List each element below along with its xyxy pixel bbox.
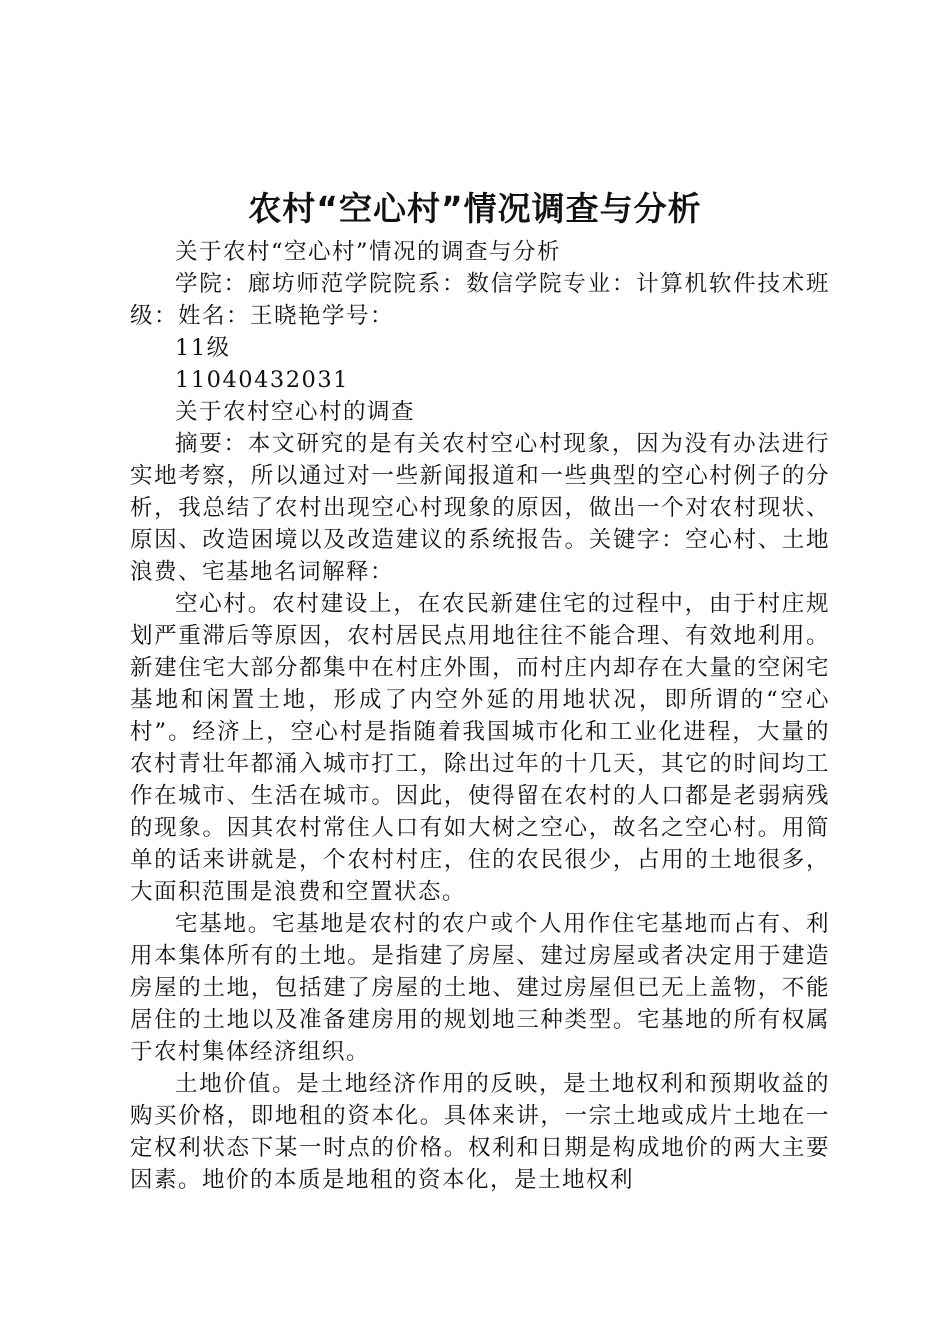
document-body	[130, 236, 830, 1196]
definition-hollow-village: 空心村。农村建设上，在农民新建住宅的过程中，由于村庄规划严重滞后等原因，农村居民点用地往往不能合理、有效地利用。新建住宅大部分都集中在村庄外围，而村庄内却存在大量的空闲宅基地和闲置土地，形成了内空外延的用地状况，即所谓的“空心村”。经济上，空心村是指随着我国城市化和工业化进程，大量的农村青壮年都涌入城市打工，除出过年的十几天，其它的时间均工作在城市、生活在城市。因此，使得留在农村的人口都是老弱病残的现象。因其农村常住人口有如大树之空心，故名之空心村。用简单的话来讲就是，个农村村庄，住的农民很少，占用的土地很多，大面积范围是浪费和空置状态。	[130, 591, 830, 905]
document-title: 农村“空心村”情况调查与分析	[248, 189, 702, 228]
definition-homestead: 宅基地。宅基地是农村的农户或个人用作住宅基地而占有、利用本集体所有的土地。是指建了房屋、建过房屋或者决定用于建造房屋的土地，包括建了房屋的土地、建过房屋但已无上盖物，不能居住的土地以及准备建房用的规划地三种类型。宅基地的所有权属于农村集体经济组织。	[130, 911, 830, 1065]
subtitle-paragraph: 关于农村“空心村”情况的调查与分析	[175, 239, 562, 265]
class-paragraph: 11级	[175, 335, 231, 361]
definition-land-value: 土地价值。是土地经济作用的反映，是土地权利和预期收益的购买价格，即地租的资本化。具体来讲，一宗土地或成片土地在一定权利状态下某一时点的价格。权利和日期是构成地价的两大主要因素。地价的本质是地租的资本化，是土地权利	[130, 1071, 830, 1193]
section-heading: 关于农村空心村的调查	[175, 399, 416, 425]
student-number-paragraph: 11040432031	[175, 367, 349, 393]
abstract-paragraph: 摘要：本文研究的是有关农村空心村现象，因为没有办法进行实地考察，所以通过对一些新闻报道和一些典型的空心村例子的分析，我总结了农村出现空心村现象的原因，做出一个对农村现状、原因、改造困境以及改造建议的系统报告。关键字：空心村、土地浪费、宅基地名词解释：	[130, 431, 830, 585]
author-info-paragraph: 学院：廊坊师范学院院系：数信学院专业：计算机软件技术班级：姓名：王晓艳学号：	[130, 271, 830, 329]
